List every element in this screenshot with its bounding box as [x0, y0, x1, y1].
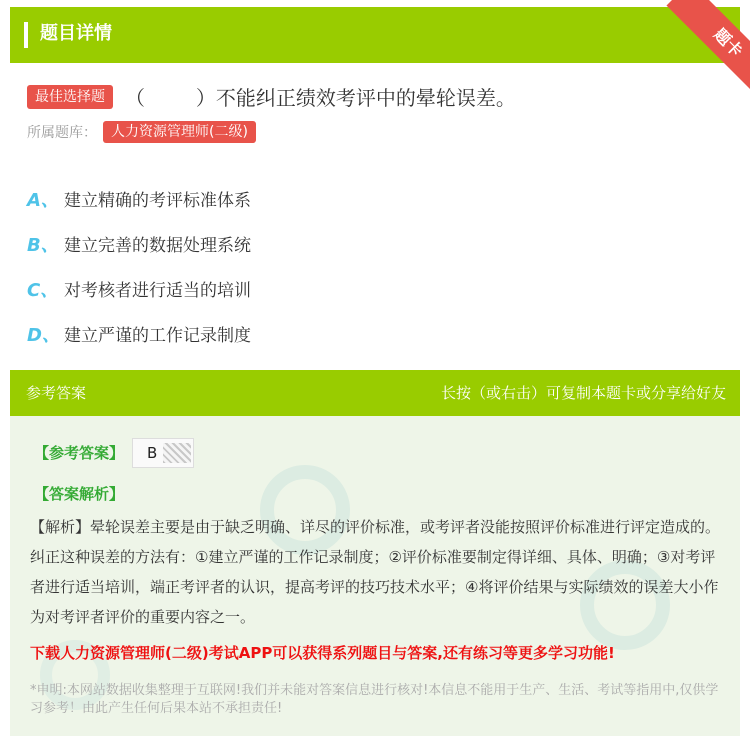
option-text: 建立完善的数据处理系统	[64, 236, 251, 256]
corner-ribbon	[650, 0, 750, 100]
option-letter: A、	[27, 189, 59, 211]
option-d[interactable]	[27, 311, 251, 356]
answer-header	[10, 370, 740, 416]
analysis-text: 【解析】晕轮误差主要是由于缺乏明确、详尽的评价标准，或考评者没能按照评价标准进行评定造成的。纠正这种误差的方法有：①建立严谨的工作记录制度；②评价标准要制定得详细、具体、明确；③对考评者进行适当培训，端正考评者的认识，提高考评的技巧技术水平；④将评价结果与实际绩效的误差大小作为对考评者评价的重要内容之一。	[30, 518, 721, 626]
question-text: （ ）不能纠正绩效考评中的晕轮误差。	[125, 86, 516, 110]
answer-header-title: 参考答案	[26, 384, 87, 402]
answer-value-image	[132, 438, 194, 468]
options-list	[27, 176, 251, 356]
option-letter: B、	[27, 234, 59, 256]
bank-label: 所属题库：	[27, 125, 97, 141]
option-c[interactable]	[27, 266, 251, 311]
answer-panel	[10, 370, 740, 736]
option-letter: D、	[27, 324, 60, 346]
option-text: 建立严谨的工作记录制度	[64, 326, 251, 346]
question-type-badge: 最佳选择题	[27, 85, 113, 109]
answer-label: 【参考答案】	[34, 444, 125, 462]
share-tip: 长按（或右击）可复制本题卡或分享给好友	[440, 384, 726, 402]
bank-tag[interactable]: 人力资源管理师(二级)	[103, 121, 256, 143]
ribbon-label: 题卡	[666, 0, 750, 100]
option-letter: C、	[27, 279, 59, 301]
disclaimer-text: *申明:本网站数据收集整理于互联网!我们并未能对答案信息进行核对!本信息不能用于生产、生活、考试等指用中,仅供学习参考！由此产生任何后果本站不承担责任!	[30, 683, 719, 716]
page-header	[10, 7, 740, 63]
header-accent-bar	[24, 22, 28, 48]
analysis-label: 【答案解析】	[34, 485, 125, 503]
page-title: 题目详情	[40, 23, 112, 44]
option-b[interactable]	[27, 221, 251, 266]
question-row	[27, 82, 516, 111]
question-bank-row	[27, 121, 256, 143]
option-text: 建立精确的考评标准体系	[64, 191, 251, 211]
download-promo-link[interactable]: 下载人力资源管理师(二级)考试APP可以获得系列题目与答案,还有练习等更多学习功能!	[30, 644, 615, 662]
option-text: 对考核者进行适当的培训	[64, 281, 251, 301]
option-a[interactable]	[27, 176, 251, 221]
answer-value: B	[147, 444, 158, 462]
